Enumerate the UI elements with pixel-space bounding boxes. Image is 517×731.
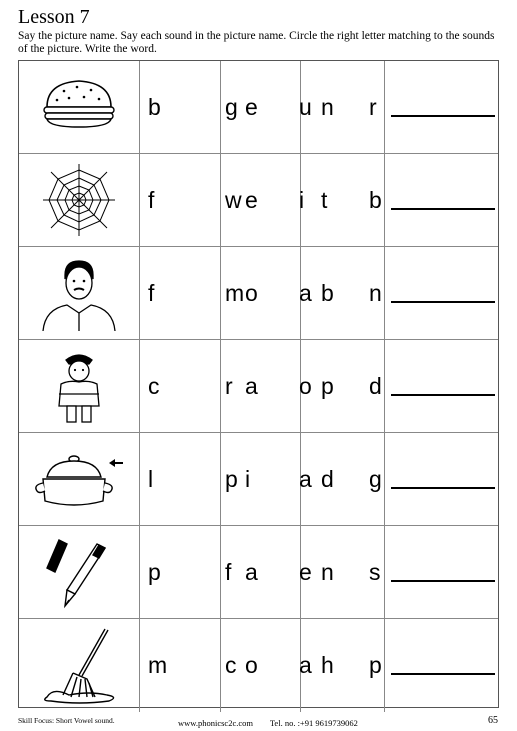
letter-option[interactable]: b	[321, 280, 334, 306]
answer-cell	[369, 433, 498, 525]
letter-cell	[140, 61, 221, 153]
letter-option[interactable]: h	[321, 652, 334, 678]
letter-cell	[221, 61, 301, 153]
picture-cell	[19, 154, 140, 246]
page-number: 65	[488, 715, 498, 726]
letter-cell	[140, 340, 221, 432]
exercise-row	[19, 247, 498, 340]
answer-cell	[369, 340, 498, 432]
letter-option[interactable]: a	[245, 373, 258, 399]
picture-cell	[19, 619, 140, 712]
answer-cell	[369, 526, 498, 618]
letter-option[interactable]: i	[299, 187, 305, 213]
answer-line[interactable]	[391, 115, 495, 117]
letter-option[interactable]: f	[148, 187, 155, 213]
letter-option[interactable]: t	[321, 187, 328, 213]
letter-option[interactable]: m	[225, 280, 245, 306]
letter-option[interactable]: e	[299, 559, 312, 585]
letter-option[interactable]: p	[225, 466, 238, 492]
letter-option[interactable]: c	[148, 373, 160, 399]
picture-cell	[19, 340, 140, 432]
pen-icon	[29, 532, 129, 612]
letter-option[interactable]: p	[321, 373, 334, 399]
answer-cell	[369, 619, 498, 712]
letter-option[interactable]: p	[148, 559, 161, 585]
exercise-row	[19, 340, 498, 433]
letter-option[interactable]: m	[148, 652, 168, 678]
picture-cell	[19, 433, 140, 525]
letter-option[interactable]: o	[245, 280, 258, 306]
man-icon	[29, 253, 129, 333]
letter-option[interactable]: c	[225, 652, 237, 678]
letter-option[interactable]: s	[369, 559, 381, 585]
letter-cell	[221, 619, 301, 712]
letter-option[interactable]: b	[148, 94, 161, 120]
exercise-row	[19, 433, 498, 526]
letter-option[interactable]: u	[299, 94, 312, 120]
answer-line[interactable]	[391, 301, 495, 303]
letter-cell	[221, 526, 301, 618]
letter-cell	[140, 247, 221, 339]
picture-cell	[19, 61, 140, 153]
answer-line[interactable]	[391, 394, 495, 396]
letter-cell	[221, 154, 301, 246]
letter-option[interactable]: f	[148, 280, 155, 306]
letter-option[interactable]: o	[245, 652, 258, 678]
skill-focus-text: Skill Focus: Short Vowel sound.	[18, 716, 115, 725]
answer-line[interactable]	[391, 580, 495, 582]
letter-option[interactable]: a	[299, 280, 312, 306]
letter-option[interactable]: n	[321, 94, 334, 120]
pot-with-lid-icon	[29, 439, 129, 519]
letter-cell	[221, 433, 301, 525]
letter-option[interactable]: n	[321, 559, 334, 585]
letter-option[interactable]: r	[369, 94, 377, 120]
answer-cell	[369, 247, 498, 339]
answer-line[interactable]	[391, 487, 495, 489]
picture-cell	[19, 526, 140, 618]
letter-cell	[221, 247, 301, 339]
exercise-row	[19, 154, 498, 247]
letter-option[interactable]: e	[245, 94, 258, 120]
letter-cell	[140, 154, 221, 246]
letter-option[interactable]: o	[299, 373, 312, 399]
exercise-row	[19, 619, 498, 712]
answer-line[interactable]	[391, 208, 495, 210]
letter-option[interactable]: g	[369, 466, 382, 492]
letter-option[interactable]: i	[245, 466, 251, 492]
exercise-row	[19, 526, 498, 619]
letter-option[interactable]: f	[225, 559, 232, 585]
letter-option[interactable]: d	[369, 373, 382, 399]
policeman-icon	[29, 346, 129, 426]
exercise-grid	[18, 60, 499, 708]
picture-cell	[19, 247, 140, 339]
letter-cell	[221, 340, 301, 432]
letter-option[interactable]: l	[148, 466, 154, 492]
letter-option[interactable]: n	[369, 280, 382, 306]
mop-icon	[29, 625, 129, 705]
letter-cell	[140, 433, 221, 525]
letter-option[interactable]: d	[321, 466, 334, 492]
bun-icon	[29, 67, 129, 147]
contact-text: www.phonicsc2c.com Tel. no. :+91 9619739062	[178, 718, 358, 728]
answer-cell	[369, 61, 498, 153]
letter-option[interactable]: g	[225, 94, 238, 120]
letter-option[interactable]: a	[299, 466, 312, 492]
letter-option[interactable]: p	[369, 652, 382, 678]
letter-option[interactable]: w	[225, 187, 242, 213]
answer-cell	[369, 154, 498, 246]
answer-line[interactable]	[391, 673, 495, 675]
spider-web-icon	[29, 160, 129, 240]
letter-option[interactable]: a	[299, 652, 312, 678]
letter-option[interactable]: a	[245, 559, 258, 585]
exercise-row	[19, 61, 498, 154]
instructions-text: Say the picture name. Say each sound in the picture name. Circle the right letter matching to the sounds of the picture. Write the word.	[18, 30, 495, 55]
letter-option[interactable]: e	[245, 187, 258, 213]
letter-cell	[140, 526, 221, 618]
lesson-title: Lesson 7	[18, 6, 90, 28]
letter-option[interactable]: b	[369, 187, 382, 213]
letter-option[interactable]: r	[225, 373, 233, 399]
letter-cell	[140, 619, 221, 712]
